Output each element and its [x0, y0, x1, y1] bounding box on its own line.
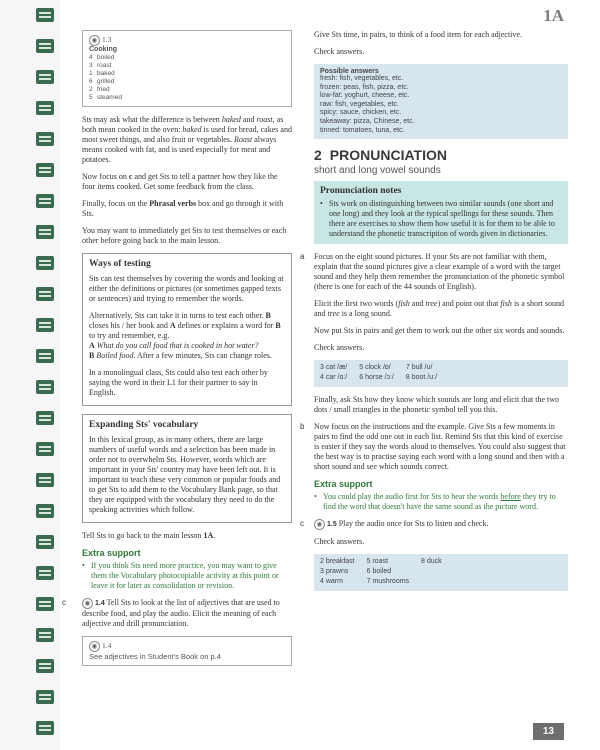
- table-cell: 6 boiled: [366, 567, 392, 575]
- table-row: [320, 374, 449, 384]
- adjectives-track: ◉ 1.4: [89, 641, 285, 652]
- binder-tab-icon: [36, 411, 54, 425]
- extra-support-bullet: • If you think Sts need more practice, you may want to give them the Vocabulary photocopiable activity at this point or leave it for later as consolidation or revision.: [82, 561, 292, 591]
- binder-tab-icon: [36, 504, 54, 518]
- cooking-title: Cooking: [89, 46, 117, 53]
- ways-p3: In a monolingual class, Sts could also test each other by saying the word in their L1 for their partner to say in English.: [89, 368, 268, 397]
- table-cell: 4 warm: [320, 577, 343, 585]
- expanding-vocabulary-box: [82, 414, 292, 523]
- binder-tab-icon: [36, 225, 54, 239]
- binder-tab-icon: [36, 349, 54, 363]
- expanding-title: Expanding Sts' vocabulary: [89, 420, 199, 430]
- binder-tab-icon: [36, 659, 54, 673]
- answer-line: takeaway: pizza, Chinese, etc.: [320, 117, 415, 125]
- answer-line: spicy: sauce, chicken, etc.: [320, 109, 402, 117]
- binder-tab-icon: [36, 628, 54, 642]
- answers-grid-2: [314, 554, 568, 591]
- exercise-c-left: c ◉ 1.4 Tell Sts to look at the list of adjectives that are used to describe food, and play the audio. Elicit the meaning of each adjective and drill pronunciation.: [62, 598, 280, 628]
- exercise-a: a Focus on the eight sound pictures. If your Sts are not familiar with them, explain that the sound pictures give a clear example of a word with the target sound and they help them remember the pronunciation of the phonetic symbol (there is one for each of the 44 sounds of English).: [300, 252, 565, 292]
- paragraph-check-3: Check answers.: [314, 537, 365, 547]
- adjectives-label: See adjectives in Student's Book on p.4: [89, 652, 221, 661]
- adjectives-audio-box: [82, 636, 292, 666]
- binder-tab-icon: [36, 690, 54, 704]
- audio-disc-icon: ◉: [89, 35, 100, 46]
- binder-tab-icon: [36, 194, 54, 208]
- binder-tab-icon: [36, 132, 54, 146]
- pronunciation-notes-bullet: • Sts work on distinguishing between two similar sounds (one short and one long) and they look at the typical spellings for these sounds. Then there are exercises to show them how useful it is for them to be able to understand the phonetic transcription of words given in dictionaries.: [320, 199, 562, 239]
- answer-line: fresh: fish, vegetables, etc.: [320, 75, 404, 82]
- binder-tab-icon: [36, 566, 54, 580]
- list-item: 3 roast: [89, 62, 112, 69]
- cooking-audio-box: [82, 30, 292, 107]
- table-cell: [421, 578, 454, 588]
- paragraph-check-2: Check answers.: [314, 343, 365, 353]
- binder-tab-icon: [36, 101, 54, 115]
- table-cell: [421, 568, 454, 578]
- binder-tab-icon: [36, 287, 54, 301]
- binder-tab-icon: [36, 535, 54, 549]
- binder-tab-icon: [36, 318, 54, 332]
- answer-line: frozen: peas, fish, pizza, etc.: [320, 83, 409, 91]
- ways-of-testing-title: Ways of testing: [89, 259, 151, 269]
- paragraph-finally: Finally, ask Sts how they know which sounds are long and elicit that the two dots / small triangles in the phonetic symbol tell you this.: [314, 395, 560, 415]
- binder-tab-icon: [36, 597, 54, 611]
- table-row: [320, 568, 454, 578]
- extra-support-title: Extra support: [82, 548, 141, 558]
- left-column: [62, 30, 292, 674]
- table-cell: 7 bull /ʊ/: [405, 364, 433, 372]
- list-item: 4 boiled: [89, 54, 115, 61]
- binder-tab-icon: [36, 473, 54, 487]
- audio-disc-icon: ◉: [82, 598, 93, 609]
- paragraph-back-to-lesson: Tell Sts to go back to the main lesson 1A.: [82, 531, 216, 540]
- paragraph-check-1: Check answers.: [314, 47, 365, 56]
- table-cell: 3 cat /æ/: [320, 364, 348, 372]
- binder-tab-icon: [36, 70, 54, 84]
- right-column: [300, 30, 568, 599]
- table-cell: 7 mushrooms: [366, 577, 410, 585]
- audio-disc-icon: ◉: [89, 641, 100, 652]
- list-item: 1 baked: [89, 70, 115, 77]
- paragraph-phrasal-verbs: Finally, focus on the Phrasal verbs box and go through it with Sts.: [82, 199, 284, 218]
- table-cell: 6 horse /ɔː/: [359, 373, 394, 381]
- table-row: [320, 558, 454, 568]
- answer-line: tinned: tomatoes, tuna, etc.: [320, 126, 405, 134]
- ways-of-testing-box: [82, 253, 292, 406]
- table-cell: 5 clock /ɒ/: [359, 364, 391, 372]
- paragraph-elicit: Elicit the first two words (fish and tree) and point out that fish is a short sound and tree is a long sound.: [314, 299, 564, 319]
- ways-p1: Sts can test themselves by covering the words and looking at either the definitions or pictures (or sometimes gapped texts or sentences) and trying to remember the words.: [89, 274, 284, 303]
- binder-tab-icon: [36, 163, 54, 177]
- section-title: 2 PRONUNCIATION: [314, 147, 447, 164]
- possible-answers-head: Possible answers: [320, 68, 379, 75]
- paragraph-baked-roast: Sts may ask what the difference is between baked and roast, as both mean cooked in the oven: baked is used for bread, cakes and most sweet things, and also fruit or vegetables. Roast always means cooked with fat, and is used especially for meat and potatoes.: [82, 115, 292, 164]
- cooking-list: [89, 54, 285, 102]
- binder-tab-icon: [36, 256, 54, 270]
- answers-grid-1: [314, 360, 568, 387]
- answer-line: raw: fish, vegetables, etc.: [320, 100, 399, 108]
- pronunciation-notes-box: [314, 181, 568, 244]
- paragraph-give-time: Give Sts time, in pairs, to think of a food item for each adjective.: [314, 30, 522, 39]
- table-cell: 5 roast: [366, 558, 389, 566]
- table-cell: 2 breakfast: [320, 558, 355, 566]
- extra-support-title-right: Extra support: [314, 479, 373, 490]
- binder-tab-icon: [36, 721, 54, 735]
- exercise-c-right: c ◉ 1.5 Play the audio once for Sts to listen and check.: [300, 519, 489, 529]
- table-cell: 8 boot /uː/: [405, 373, 438, 381]
- lesson-code: 1A: [543, 6, 564, 25]
- expanding-p1: In this lexical group, as in many others, there are large numbers of useful words and a selection has been made in order not to overwhelm Sts. However, words which are important in your Sts' country may have been left out. It is important to teach these very common or popular foods and to get Sts to add them to the Vocabulary Bank page, so that they are equipped with the vocabulary they need to do the speaking activities which follow.: [89, 435, 281, 514]
- table-cell: 8 duck: [421, 558, 442, 566]
- list-item: 5 steamed: [89, 94, 122, 101]
- section-subtitle: short and long vowel sounds: [314, 165, 441, 177]
- ways-p2: Alternatively, Sts can take it in turns to test each other. B closes his / her book and A defines or explains a word for B to try and remember, e.g. A What do you call food that is cooked in hot water? B Boiled food. After a few minutes, Sts can change roles.: [89, 311, 281, 360]
- list-item: 2 fried: [89, 86, 110, 93]
- paragraph-test-themselves: You may want to immediately get Sts to test themselves or each other before going back to the main lesson.: [82, 226, 287, 245]
- binder-tab-icon: [36, 380, 54, 394]
- list-item: 6 grilled: [89, 78, 115, 85]
- table-row: [320, 578, 454, 588]
- table-cell: 3 prawns: [320, 567, 349, 575]
- possible-answers-lines: [320, 75, 562, 135]
- pronunciation-notes-title: Pronunciation notes: [320, 186, 402, 197]
- binder-tab-icon: [36, 8, 54, 22]
- binder-tab-icon: [36, 442, 54, 456]
- extra-support-bullet-right: • You could play the audio first for Sts to hear the words before they try to find the word that doesn't have the same sound as the picture word.: [314, 492, 568, 512]
- paragraph-pairs: Now put Sts in pairs and get them to work out the other six words and sounds.: [314, 326, 565, 336]
- paragraph-focus-c: Now focus on c and get Sts to tell a partner how they like the four items cooked. Get some feedback from the class.: [82, 172, 278, 191]
- page-number: 13: [533, 723, 564, 740]
- table-cell: 4 car /ɑː/: [320, 373, 348, 381]
- possible-answers-box: [314, 64, 568, 139]
- table-row: [320, 364, 449, 374]
- cooking-track: ◉ 1.3: [89, 35, 285, 46]
- binder-tab-icon: [36, 39, 54, 53]
- exercise-b: b Now focus on the instructions and the example. Give Sts a few moments in pairs to find the odd one out in each list. Remind Sts that this kind of exercise is easier if they say the words aloud to themselves. You could also suggest that the best way is to practise saying each word with a long sound and then with a short sound and see which sounds correct.: [300, 422, 566, 472]
- answer-line: low-fat: yoghurt, cheese, etc.: [320, 92, 410, 100]
- audio-disc-icon: ◉: [314, 519, 325, 530]
